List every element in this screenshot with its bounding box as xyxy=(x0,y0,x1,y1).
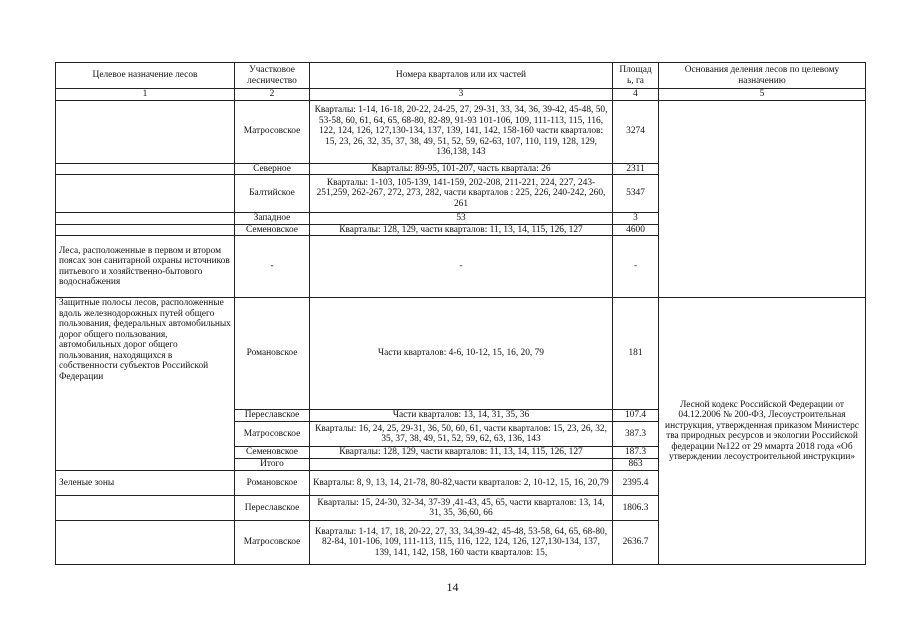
page-number: 14 xyxy=(446,580,459,594)
area-cell: 5347 xyxy=(613,175,659,213)
total-area: 863 xyxy=(613,459,659,471)
forest-purpose-table xyxy=(55,62,866,565)
quarters-cell: Части кварталов: 13, 14, 31, 35, 36 xyxy=(310,410,613,422)
purpose-cell-empty xyxy=(56,496,235,521)
quarters-cell-empty xyxy=(310,459,613,471)
basis-cell-empty xyxy=(659,100,866,298)
forestry-cell: Романовское xyxy=(235,298,310,410)
header-forestry: Участковое лесничество xyxy=(235,63,310,89)
purpose-cell-empty xyxy=(56,213,235,225)
total-label: Итого xyxy=(235,459,310,471)
area-cell: 3274 xyxy=(613,100,659,163)
area-cell: 181 xyxy=(613,298,659,410)
quarters-cell: Кварталы: 128, 129, части кварталов: 11, 13, 14, 115, 126, 127 xyxy=(310,447,613,459)
quarters-cell: Кварталы: 8, 9, 13, 14, 21-78, 80-82,части кварталов: 2, 10-12, 15, 16, 20,79 xyxy=(310,471,613,496)
purpose-cell: Защитные полосы лесов, расположенные вдоль железнодорожных путей общего пользования, федеральных автомобильных дорог общего пользования, автомобильных дорог общего пользования, находящихся в собственности субъектов Российской Федерации xyxy=(56,298,235,471)
purpose-cell-empty xyxy=(56,224,235,236)
purpose-cell-empty xyxy=(56,163,235,175)
forestry-cell: Матросовское xyxy=(235,422,310,447)
area-cell: 107.4 xyxy=(613,410,659,422)
purpose-cell-empty xyxy=(56,521,235,565)
area-cell: 2395.4 xyxy=(613,471,659,496)
header-area: Площад ь, га xyxy=(613,63,659,89)
quarters-cell: Кварталы: 128, 129, части кварталов: 11, 13, 14, 115, 126, 127 xyxy=(310,224,613,236)
forestry-cell: Семеновское xyxy=(235,447,310,459)
area-cell: 4600 xyxy=(613,224,659,236)
quarters-cell: Кварталы: 89-95, 101-207, часть квартала: 26 xyxy=(310,163,613,175)
quarters-cell: Кварталы: 1-14, 16-18, 20-22, 24-25, 27, 29-31, 33, 34, 36, 39-42, 45-48, 50, 53-58, 60, 61, 64, 65, 68-80, 82-89, 91-93 101-106, 109, 111-113, 115, 116, 122, 124, 126, 127,130-134, 137, 139, 141, 142, 158-160 части кварталов: 15, 23, 26, 32, 35, 37, 38, 49, 51, 52, 59, 62-63, 107, 110, 119, 128, 129, 136,138, 143 xyxy=(310,100,613,163)
quarters-cell: Кварталы: 15, 24-30, 32-34, 37-39 ,41-43, 45, 65, части кварталов: 13, 14, 31, 35, 36,60, 66 xyxy=(310,496,613,521)
table-header-row xyxy=(56,63,866,89)
forestry-cell: Переславское xyxy=(235,496,310,521)
purpose-cell-empty xyxy=(56,175,235,213)
forestry-cell: Романовское xyxy=(235,471,310,496)
forestry-cell: Западное xyxy=(235,213,310,225)
col-number-4: 4 xyxy=(613,89,659,101)
area-cell: 387.3 xyxy=(613,422,659,447)
header-basis: Основания деления лесов по целевому назначению xyxy=(659,63,866,89)
quarters-cell: Кварталы: 1-14, 17, 18, 20-22, 27, 33, 34,39-42, 45-48, 53-58, 64, 65, 68-80, 82-84, 101-106, 109, 111-113, 115, 116, 122, 124, 126, 127,130-134, 137, 139, 141, 142, 158, 160 части кварталов: 15, xyxy=(310,521,613,565)
area-cell: 1806.3 xyxy=(613,496,659,521)
forestry-cell: Балтийское xyxy=(235,175,310,213)
forestry-cell: - xyxy=(235,236,310,298)
quarters-cell: Кварталы: 1-103, 105-139, 141-159, 202-208, 211-221, 224, 227, 243-251,259, 262-267, 272, 273, 282, части кварталов : 225, 226, 240-242, 260, 261 xyxy=(310,175,613,213)
quarters-cell: - xyxy=(310,236,613,298)
area-cell: 187.3 xyxy=(613,447,659,459)
header-quarters: Номера кварталов или их частей xyxy=(310,63,613,89)
quarters-cell: Кварталы: 16, 24, 25, 29-31, 36, 50, 60, 61, части кварталов: 15, 23, 26, 32, 35, 37, 38, 49, 51, 52, 59, 62, 63, 136, 143 xyxy=(310,422,613,447)
col-number-2: 2 xyxy=(235,89,310,101)
column-number-row xyxy=(56,89,866,101)
col-number-5: 5 xyxy=(659,89,866,101)
forestry-cell: Переславское xyxy=(235,410,310,422)
col-number-1: 1 xyxy=(56,89,235,101)
forestry-cell: Матросовское xyxy=(235,100,310,163)
area-cell: - xyxy=(613,236,659,298)
area-cell: 2636.7 xyxy=(613,521,659,565)
forestry-cell: Северное xyxy=(235,163,310,175)
purpose-cell: Леса, расположенные в первом и втором поясах зон санитарной охраны источников питьевого и хозяйственно-бытового водоснабжения xyxy=(56,236,235,298)
col-number-3: 3 xyxy=(310,89,613,101)
purpose-cell: Зеленые зоны xyxy=(56,471,235,496)
table-row xyxy=(56,298,866,410)
purpose-cell-empty xyxy=(56,100,235,163)
forestry-cell: Семеновское xyxy=(235,224,310,236)
header-purpose: Целевое назначение лесов xyxy=(56,63,235,89)
area-cell: 3 xyxy=(613,213,659,225)
quarters-cell: 53 xyxy=(310,213,613,225)
table-row xyxy=(56,100,866,163)
area-cell: 2311 xyxy=(613,163,659,175)
forestry-cell: Матросовское xyxy=(235,521,310,565)
quarters-cell: Части кварталов: 4-6, 10-12, 15, 16, 20, 79 xyxy=(310,298,613,410)
basis-cell: Лесной кодекс Российской Федерации от 04.12.2006 № 200-ФЗ, Лесоустроительная инструкция, утвержденная приказом Министерс тва природных ресурсов и экологии Российской федерации №122 от 29 ммарта 2018 года «Об утверждении лесоустроительной инструкции» xyxy=(659,298,866,565)
